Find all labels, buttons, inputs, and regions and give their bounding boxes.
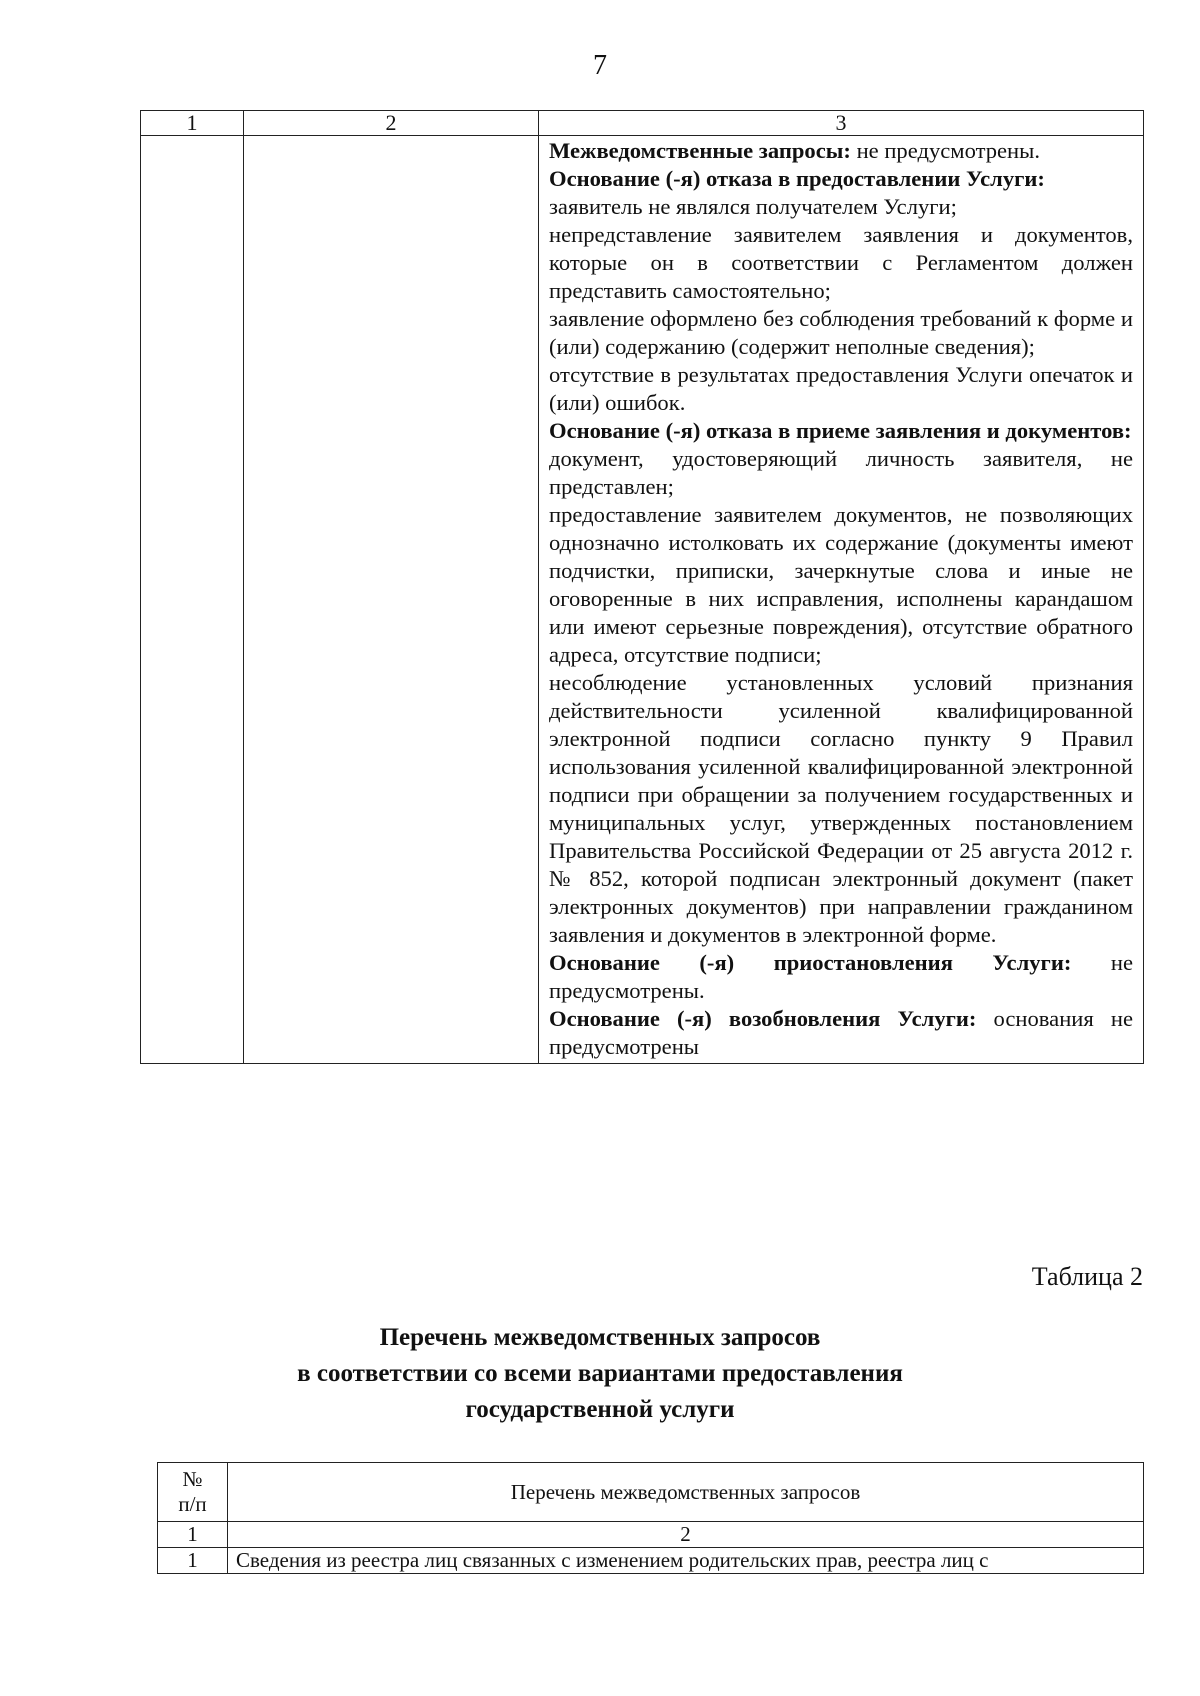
title-line-1: Перечень межведомственных запросов xyxy=(379,1324,821,1351)
row-text: Сведения из реестра лиц связанных с изменением родительских прав, реестра лиц с xyxy=(228,1548,1144,1574)
paragraph-interagency-requests: Межведомственные запросы: не предусмотрены. xyxy=(549,138,1040,163)
paragraph-reception-1: документ, удостоверяющий личность заявителя, не представлен; xyxy=(549,446,1133,499)
paragraph-refusal-2: непредставление заявителем заявления и документов, которые он в соответствии с Регламентом должен представить самостоятельно; xyxy=(549,222,1133,303)
table-row xyxy=(141,136,1144,1064)
section-title xyxy=(0,1320,1200,1428)
header-requests-list: Перечень межведомственных запросов xyxy=(228,1463,1144,1522)
col-header-3: 3 xyxy=(539,111,1144,136)
col-header-2: 2 xyxy=(244,111,539,136)
paragraph-refusal-1: заявитель не являлся получателем Услуги; xyxy=(549,194,957,219)
paragraph-refusal-4: отсутствие в результатах предоставления Услуги опечаток и (или) ошибок. xyxy=(549,362,1133,415)
services-table xyxy=(140,110,1144,1064)
col-header-1: 1 xyxy=(141,111,244,136)
paragraph-reception-3: несоблюдение установленных условий признания действительности усиленной квалифицированной электронной подписи согласно пункту 9 Правил использования усиленной квалифицированной электронной подписи при обращении за получением государственных и муниципальных услуг, утвержденных постановлением Правительства Российской Федерации от 25 августа 2012 г. № 852, которой подписан электронный документ (пакет электронных документов) при направлении гражданином заявления и документов в электронной форме. xyxy=(549,670,1133,947)
row-number: 1 xyxy=(158,1548,228,1574)
table-row xyxy=(158,1548,1144,1574)
paragraph-refusal-3: заявление оформлено без соблюдения требований к форме и (или) содержанию (содержит неполные сведения); xyxy=(549,306,1133,359)
paragraph-suspension: Основание (-я) приостановления Услуги: не предусмотрены. xyxy=(549,950,1133,1003)
paragraph-reception-refusal-heading: Основание (-я) отказа в приеме заявления и документов: xyxy=(549,418,1132,443)
index-cell-1: 1 xyxy=(158,1522,228,1548)
paragraph-resumption: Основание (-я) возобновления Услуги: основания не предусмотрены xyxy=(549,1006,1133,1059)
paragraph-reception-2: предоставление заявителем документов, не позволяющих однозначно истолковать их содержание (документы имеют подчистки, приписки, зачеркнутые слова и иные не оговоренные в них исправления, исполнены карандашом или имеют серьезные повреждения), отсутствие обратного адреса, отсутствие подписи; xyxy=(549,502,1133,667)
page-number: 7 xyxy=(593,50,607,81)
requests-table xyxy=(157,1462,1144,1574)
cell-col-1 xyxy=(141,136,244,1064)
header-number: № п/п xyxy=(158,1463,228,1522)
title-line-2: в соответствии со всеми вариантами предоставления xyxy=(297,1360,903,1387)
table-header-row xyxy=(158,1463,1144,1522)
title-line-3: государственной услуги xyxy=(465,1396,735,1423)
index-cell-2: 2 xyxy=(228,1522,1144,1548)
paragraph-refusal-grounds-heading: Основание (-я) отказа в предоставлении Услуги: xyxy=(549,166,1045,191)
cell-col-2 xyxy=(244,136,539,1064)
cell-col-3 xyxy=(539,136,1144,1064)
table-header-row xyxy=(141,111,1144,136)
table-caption: Таблица 2 xyxy=(1031,1262,1143,1291)
table-index-row xyxy=(158,1522,1144,1548)
